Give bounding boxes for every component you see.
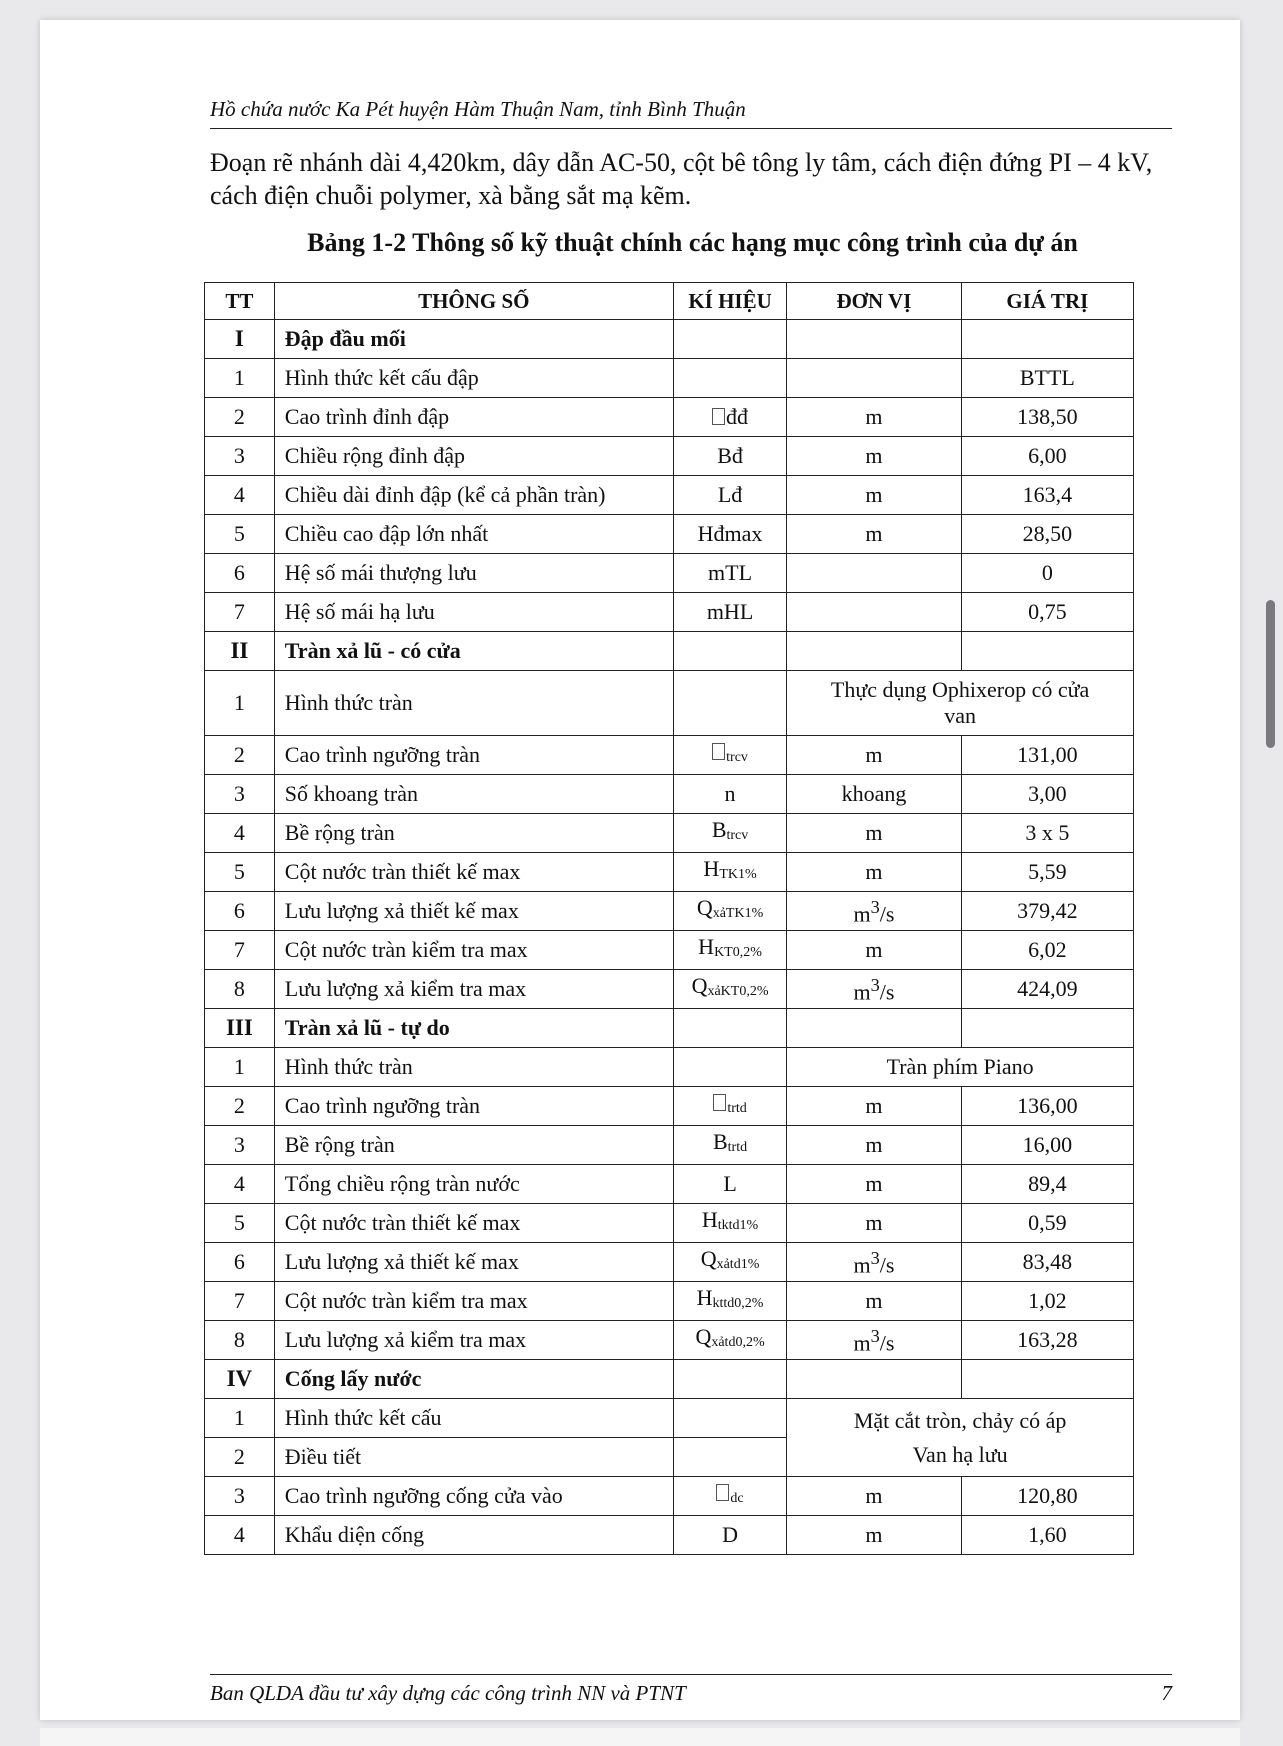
page-header: Hồ chứa nước Ka Pét huyện Hàm Thuận Nam, tỉnh Bình Thuận	[210, 94, 1172, 129]
section-row: III Tràn xả lũ - tự do	[205, 1009, 1134, 1048]
page-footer	[210, 1674, 1172, 1707]
col-unit: ĐƠN VỊ	[787, 283, 961, 320]
table-row: 1 Hình thức tràn Thực dụng Ophixerop có cửa van	[205, 671, 1134, 736]
intro-paragraph: Đoạn rẽ nhánh dài 4,420km, dây dẫn AC-50, cột bê tông ly tâm, cách điện đứng PI – 4 kV, cách điện chuỗi polymer, xà bằng sắt mạ kẽm.	[210, 148, 1153, 210]
table-row: 8 Lưu lượng xả kiểm tra max Qxảtd0,2% $m^3/s$ 163,28	[205, 1321, 1134, 1360]
scrollbar-thumb[interactable]	[1266, 600, 1275, 748]
page-number: 7	[1161, 1681, 1172, 1705]
col-tt: TT	[205, 283, 275, 320]
table-row: 2 Điều tiết	[205, 1438, 1134, 1477]
table-row: 4 Bề rộng tràn Btrcv m 3 x 5	[205, 814, 1134, 853]
table-row: 3 Số khoang tràn n khoang 3,00	[205, 775, 1134, 814]
document-page	[40, 20, 1240, 1720]
next-page-edge	[40, 1728, 1240, 1746]
table-row: 4 Tổng chiều rộng tràn nước L m 89,4	[205, 1165, 1134, 1204]
table-row: 1 Hình thức kết cấu đập BTTL	[205, 359, 1134, 398]
missing-glyph-icon	[712, 408, 725, 425]
section-row: II Tràn xả lũ - có cửa	[205, 632, 1134, 671]
section-row: I Đập đầu mối	[205, 320, 1134, 359]
table-row: 5 Cột nước tràn thiết kế max Htktd1% m 0,59	[205, 1204, 1134, 1243]
table-row: 3 Cao trình ngưỡng cống cửa vào dc m 120,80	[205, 1477, 1134, 1516]
table-row: 2 Cao trình ngưỡng tràn trcv m 131,00	[205, 736, 1134, 775]
table-row: 6 Lưu lượng xả thiết kế max Qxảtd1% $m^3/s$ 83,48	[205, 1243, 1134, 1282]
table-row: 8 Lưu lượng xả kiểm tra max QxảKT0,2% $m^3/s$ 424,09	[205, 970, 1134, 1009]
table-row: 5 Cột nước tràn thiết kế max HTK1% m 5,59	[205, 853, 1134, 892]
table-row: 5 Chiều cao đập lớn nhất Hđmax m 28,50	[205, 515, 1134, 554]
table-row: 2 Cao trình đỉnh đập đđ m 138,50	[205, 398, 1134, 437]
table-row: 3 Chiều rộng đỉnh đập Bđ m 6,00	[205, 437, 1134, 476]
table-caption: Bảng 1-2 Thông số kỹ thuật chính các hạng mục công trình của dự án	[307, 228, 1078, 257]
missing-glyph-icon	[713, 1094, 726, 1111]
col-symbol: KÍ HIỆU	[673, 283, 786, 320]
section-row: IV Cống lấy nước	[205, 1360, 1134, 1399]
col-value: GIÁ TRỊ	[961, 283, 1133, 320]
spec-table	[204, 282, 1134, 1555]
table-row: 4 Chiều dài đỉnh đập (kể cả phần tràn) Lđ m 163,4	[205, 476, 1134, 515]
missing-glyph-icon	[716, 1484, 729, 1501]
table-row: 7 Cột nước tràn kiểm tra max Hkttd0,2% m 1,02	[205, 1282, 1134, 1321]
table-header-row	[205, 283, 1134, 320]
missing-glyph-icon	[712, 743, 725, 760]
col-param: THÔNG SỐ	[274, 283, 673, 320]
footer-text: Ban QLDA đầu tư xây dựng các công trình NN và PTNT	[210, 1681, 686, 1705]
table-row: 4 Khẩu diện cống D m 1,60	[205, 1516, 1134, 1555]
table-row: 7 Cột nước tràn kiểm tra max HKT0,2% m 6,02	[205, 931, 1134, 970]
table-row: 1 Hình thức kết cấu Mặt cắt tròn, chảy có áp Van hạ lưu	[205, 1399, 1134, 1438]
table-row: 2 Cao trình ngưỡng tràn trtd m 136,00	[205, 1087, 1134, 1126]
table-row: 7 Hệ số mái hạ lưu mHL 0,75	[205, 593, 1134, 632]
table-row: 3 Bề rộng tràn Btrtd m 16,00	[205, 1126, 1134, 1165]
table-row: 6 Hệ số mái thượng lưu mTL 0	[205, 554, 1134, 593]
table-row: 6 Lưu lượng xả thiết kế max QxảTK1% $m^3/s$ 379,42	[205, 892, 1134, 931]
table-row: 1 Hình thức tràn Tràn phím Piano	[205, 1048, 1134, 1087]
